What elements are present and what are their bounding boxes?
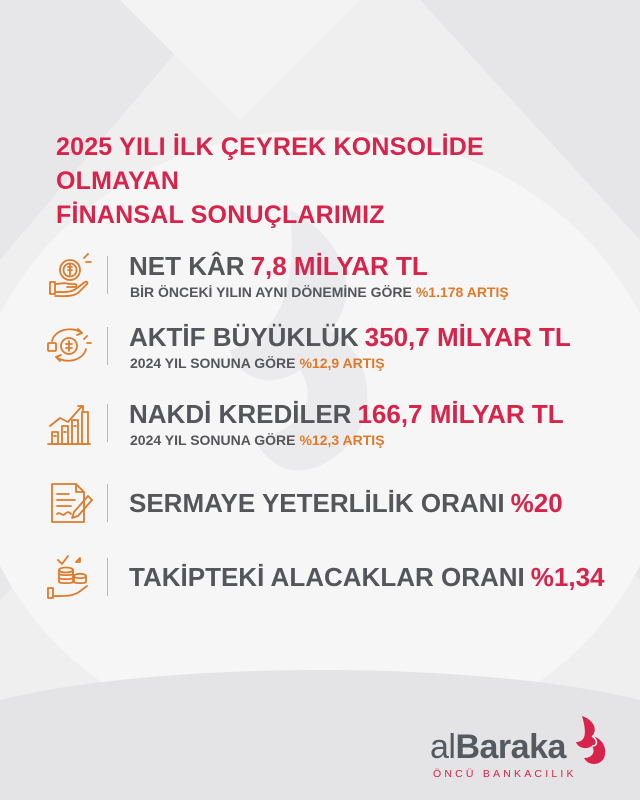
- metric-cash-loans: [44, 398, 604, 458]
- brand-wordmark: [430, 728, 566, 766]
- metric-label: TAKİPTEKİ ALACAKLAR ORANI: [129, 562, 525, 592]
- metric-change: %1.178 ARTIŞ: [415, 284, 509, 300]
- metric-comparison: BİR ÖNCEKİ YILIN AYNI DÖNEMİNE GÖRE: [130, 284, 412, 300]
- brand-logo: [430, 712, 620, 792]
- metric-value: 350,7 MİLYAR TL: [364, 322, 571, 352]
- metric-net-profit: [44, 250, 604, 310]
- metric-change: %12,9 ARTIŞ: [299, 355, 385, 371]
- metric-value: %1,34: [530, 562, 605, 592]
- metric-npl-ratio: [44, 552, 604, 612]
- metric-comparison: 2024 YIL SONUNA GÖRE: [130, 432, 296, 448]
- growth-chart-icon: [44, 398, 94, 448]
- metric-value: %20: [510, 488, 563, 518]
- metric-label: SERMAYE YETERLİLİK ORANI: [129, 488, 505, 518]
- metric-value: 166,7 MİLYAR TL: [357, 399, 564, 429]
- metric-label: NET KÂR: [129, 251, 245, 281]
- row-divider: [107, 404, 108, 442]
- metric-label: AKTİF BÜYÜKLÜK: [129, 322, 359, 352]
- coins-hand-icon: [44, 552, 94, 602]
- albaraka-mark-icon: [568, 712, 612, 768]
- metric-total-assets: [44, 321, 604, 381]
- metric-label: NAKDİ KREDİLER: [129, 399, 352, 429]
- brand-name-bold: Baraka: [455, 728, 566, 766]
- hand-coin-icon: [44, 250, 94, 300]
- metric-change: %12,3 ARTIŞ: [299, 432, 385, 448]
- metric-comparison: 2024 YIL SONUNA GÖRE: [130, 355, 296, 371]
- asset-cycle-icon: [44, 321, 94, 371]
- title-line-1: 2025 YILI İLK ÇEYREK KONSOLİDE OLMAYAN: [56, 133, 484, 195]
- row-divider: [107, 327, 108, 365]
- brand-tagline: ÖNCÜ BANKACILIK: [433, 768, 577, 780]
- row-divider: [107, 484, 108, 522]
- title-line-2: FİNANSAL SONUÇLARIMIZ: [56, 201, 385, 229]
- page-title: [56, 130, 596, 232]
- document-pen-icon: [44, 478, 94, 528]
- row-divider: [107, 256, 108, 294]
- metric-value: 7,8 MİLYAR TL: [250, 251, 428, 281]
- row-divider: [107, 558, 108, 596]
- brand-name-light: al: [430, 728, 456, 766]
- metric-capital-adequacy: [44, 478, 604, 538]
